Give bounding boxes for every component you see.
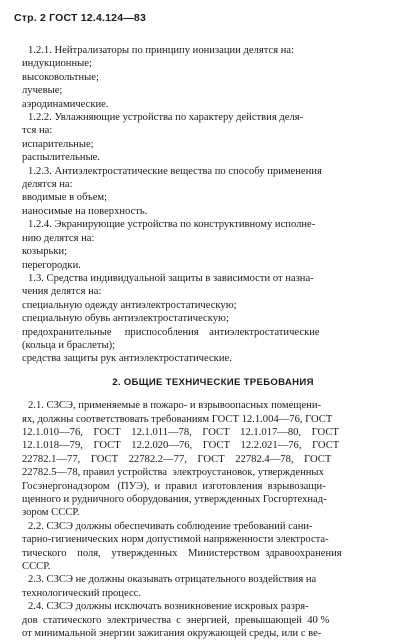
text-line: Госэнергонадзором (ПУЭ), и правил изготовления взрывозащи-: [22, 480, 326, 492]
text-line: 1.2.2. Увлажняющие устройства по характеру действия деля-: [28, 112, 304, 124]
text-line: 22782.1—77, ГОСТ 22782.2—77, ГОСТ 22782.4—78, ГОСТ: [22, 453, 332, 465]
text-line: делятся на:: [22, 179, 73, 191]
text-line: вводимые в объем;: [22, 192, 108, 204]
text-line: 1.2.4. Экранирующие устройства по конструктивному исполне-: [28, 219, 316, 231]
text-line: ях, должны соответствовать требованиям ГОСТ 12.1.004—76, ГОСТ: [22, 413, 333, 425]
text-line: нию делятся на:: [22, 232, 95, 244]
text-line: средства защиты рук антиэлектростатические.: [22, 353, 232, 365]
text-line: СССР.: [22, 561, 51, 573]
text-line: щенного и рудничного оборудования, утвержденных Госгортехнад-: [22, 494, 327, 505]
text-line: 1.3. Средства индивидуальной защиты в зависимости от назна-: [28, 272, 314, 284]
text-line: козырьки;: [22, 246, 68, 258]
text-line: 22782.5—78, правил устройства электроустановок, утвержденных: [22, 467, 324, 479]
text-line: тического поля, утвержденных Министерством здравоохранения: [22, 547, 342, 559]
text-line: распылительные.: [22, 152, 101, 164]
text-line: технологический процесс.: [22, 587, 141, 599]
text-line: тарно-гигиенических норм допустимой напряженности электроста-: [22, 534, 329, 546]
section-2-body: [22, 399, 394, 640]
text-line: предохранительные приспособления антиэлектростатические: [22, 326, 320, 338]
text-line: 2.3. СЗСЭ не должны оказывать отрицательного воздействия на: [28, 574, 317, 586]
text-line: чения делятся на:: [22, 286, 102, 298]
text-line: аэродинамические.: [22, 98, 109, 110]
text-line: 2.4. СЗСЭ должны исключать возникновение искровых разря-: [28, 601, 309, 613]
text-line: индукционные;: [22, 58, 92, 70]
text-line: высоковольтные;: [22, 71, 99, 83]
text-line: лучевые;: [22, 85, 63, 97]
text-line: специальную обувь антиэлектростатическую;: [22, 313, 229, 325]
text-line: наносимые на поверхность.: [22, 205, 148, 217]
text-line: от минимальной энергии зажигания окружающей среды, или с ве-: [22, 628, 322, 640]
text-line: 12.1.018—79, ГОСТ 12.2.020—76, ГОСТ 12.2.021—76, ГОСТ: [22, 440, 340, 452]
text-line: перегородки.: [22, 259, 81, 271]
text-line: 12.1.010—76, ГОСТ 12.1.011—78, ГОСТ 12.1.017—80, ГОСТ: [22, 426, 339, 438]
text-line: 1.2.3. Антиэлектростатические вещества по способу применения: [28, 165, 322, 177]
text-line: испарительные;: [22, 138, 94, 150]
document-body: [22, 44, 394, 640]
page-header: Стр. 2 ГОСТ 12.4.124—83: [14, 12, 147, 24]
text-line: тся на:: [22, 125, 53, 137]
text-line: специальную одежду антиэлектростатическую;: [22, 299, 237, 311]
section-1-classification: [22, 44, 394, 366]
text-line: (кольца и браслеты);: [22, 339, 116, 351]
text-line: 1.2.1. Нейтрализаторы по принципу ионизации делятся на:: [28, 45, 295, 56]
text-line: 2.2. СЗСЭ должны обеспечивать соблюдение требований сани-: [28, 520, 313, 532]
text-line: зором СССР.: [22, 507, 80, 519]
text-line: 2.1. СЗСЭ, применяемые в пожаро- и взрывоопасных помещени-: [28, 400, 322, 412]
section-2-title: 2. ОБЩИЕ ТЕХНИЧЕСКИЕ ТРЕБОВАНИЯ: [112, 376, 314, 388]
text-line: дов статического электричества с энергией, превышающей 40 %: [22, 614, 330, 626]
